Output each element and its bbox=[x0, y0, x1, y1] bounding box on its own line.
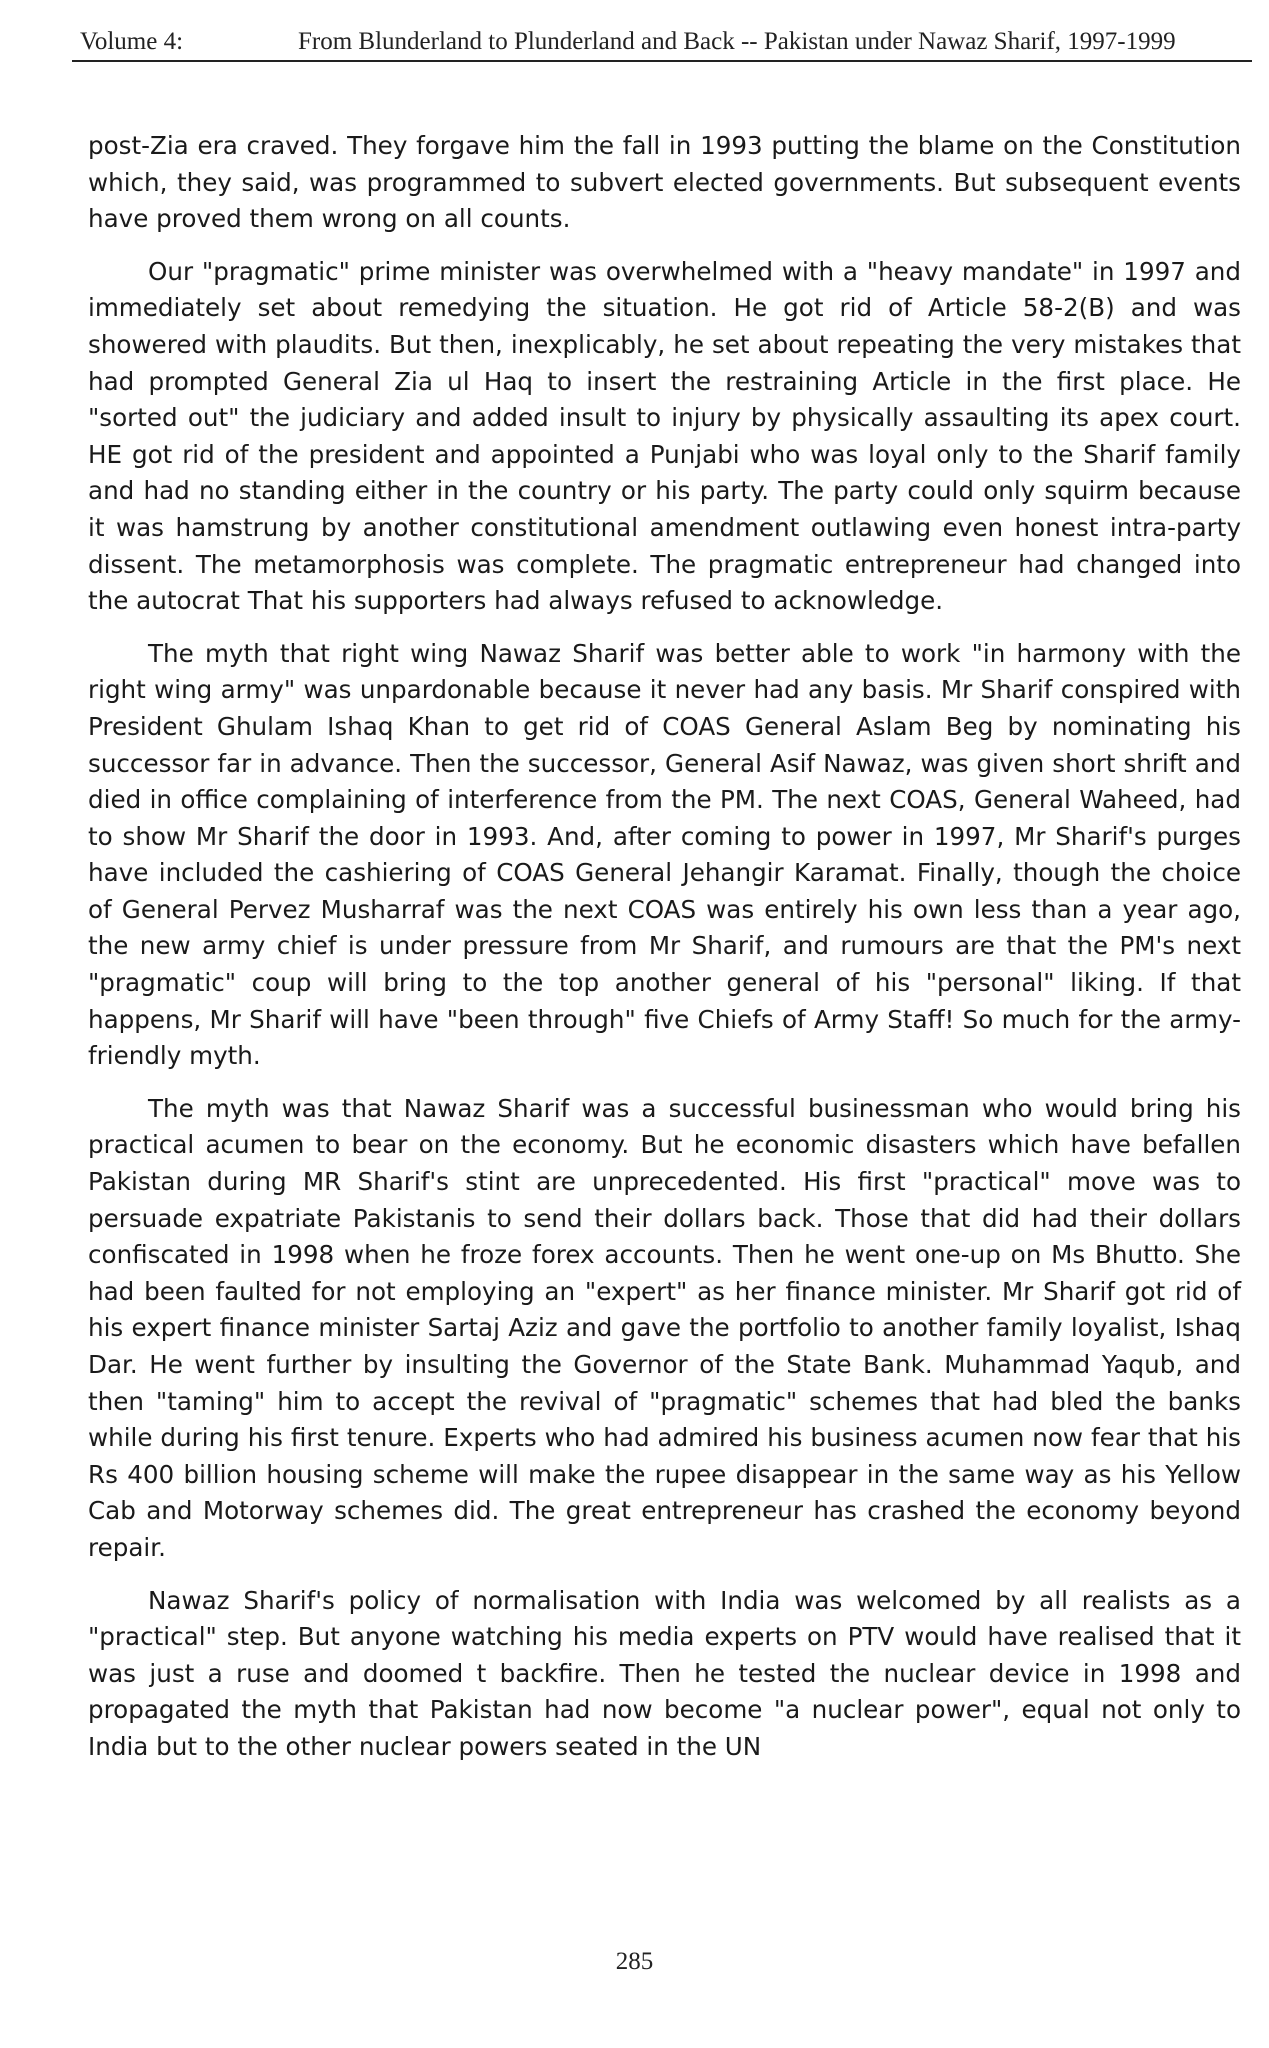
page-body bbox=[88, 128, 1241, 1782]
page-number: 285 bbox=[615, 1948, 654, 1975]
paragraph: post-Zia era craved. They forgave him the fall in 1993 putting the blame on the Constitution which, they said, was programmed to subvert elected governments. But subsequent events have proved them wrong on all counts. bbox=[88, 131, 1241, 234]
paragraph: The myth was that Nawaz Sharif was a successful businessman who would bring his practical acumen to bear on the economy. But he economic disasters which have befallen Pakistan during MR Sharif's stint are unprecedented. His first "practical" move was to persuade expatriate Pakistanis to send their dollars back. Those that did had their dollars confiscated in 1998 when he froze forex accounts. Then he went one-up on Ms Bhutto. She had been faulted for not employing an "expert" as her finance minister. Mr Sharif got rid of his expert finance minister Sartaj Aziz and gave the portfolio to another family loyalist, Ishaq Dar. He went further by insulting the Governor of the State Bank. Muhammad Yaqub, and then "taming" him to accept the revival of "pragmatic" schemes that had bled the banks while during his first tenure. Experts who had admired his business acumen now fear that his Rs 400 billion housing scheme will make the rupee disappear in the same way as his Yellow Cab and Motorway schemes did. The great entrepreneur has crashed the economy beyond repair. bbox=[88, 1093, 1241, 1562]
paragraph: Nawaz Sharif's policy of normalisation with India was welcomed by all realists as a "practical" step. But anyone watching his media experts on PTV would have realised that it was just a ruse and doomed t backfire. Then he tested the nuclear device in 1998 and propagated the myth that Pakistan had now become "a nuclear power", equal not only to India but to the other nuclear powers seated in the UN bbox=[88, 1585, 1241, 1761]
running-header bbox=[72, 26, 1252, 62]
book-title: From Blunderland to Plunderland and Back -- Pakistan under Nawaz Sharif, 1997-1999 bbox=[298, 28, 1176, 55]
paragraph: Our "pragmatic" prime minister was overwhelmed with a "heavy mandate" in 1997 and immediately set about remedying the situation. He got rid of Article 58-2(B) and was showered with plaudits. But then, inexplicably, he set about repeating the very mistakes that had prompted General Zia ul Haq to insert the restraining Article in the first place. He "sorted out" the judiciary and added insult to injury by physically assaulting its apex court. HE got rid of the president and appointed a Punjabi who was loyal only to the Sharif family and had no standing either in the country or his party. The party could only squirm because it was hamstrung by another constitutional amendment outlawing even honest intra-party dissent. The metamorphosis was complete. The pragmatic entrepreneur had changed into the autocrat That his supporters had always refused to acknowledge. bbox=[88, 256, 1241, 616]
volume-label: Volume 4: bbox=[80, 28, 184, 55]
paragraph: The myth that right wing Nawaz Sharif was better able to work "in harmony with the right wing army" was unpardonable because it never had any basis. Mr Sharif conspired with President Ghulam Ishaq Khan to get rid of COAS General Aslam Beg by nominating his successor far in advance. Then the successor, General Asif Nawaz, was given short shrift and died in office complaining of interference from the PM. The next COAS, General Waheed, had to show Mr Sharif the door in 1993. And, after coming to power in 1997, Mr Sharif's purges have included the cashiering of COAS General Jehangir Karamat. Finally, though the choice of General Pervez Musharraf was the next COAS was entirely his own less than a year ago, the new army chief is under pressure from Mr Sharif, and rumours are that the PM's next "pragmatic" coup will bring to the top another general of his "personal" liking. If that happens, Mr Sharif will have "been through" five Chiefs of Army Staff! So much for the army-friendly myth. bbox=[88, 638, 1241, 1071]
